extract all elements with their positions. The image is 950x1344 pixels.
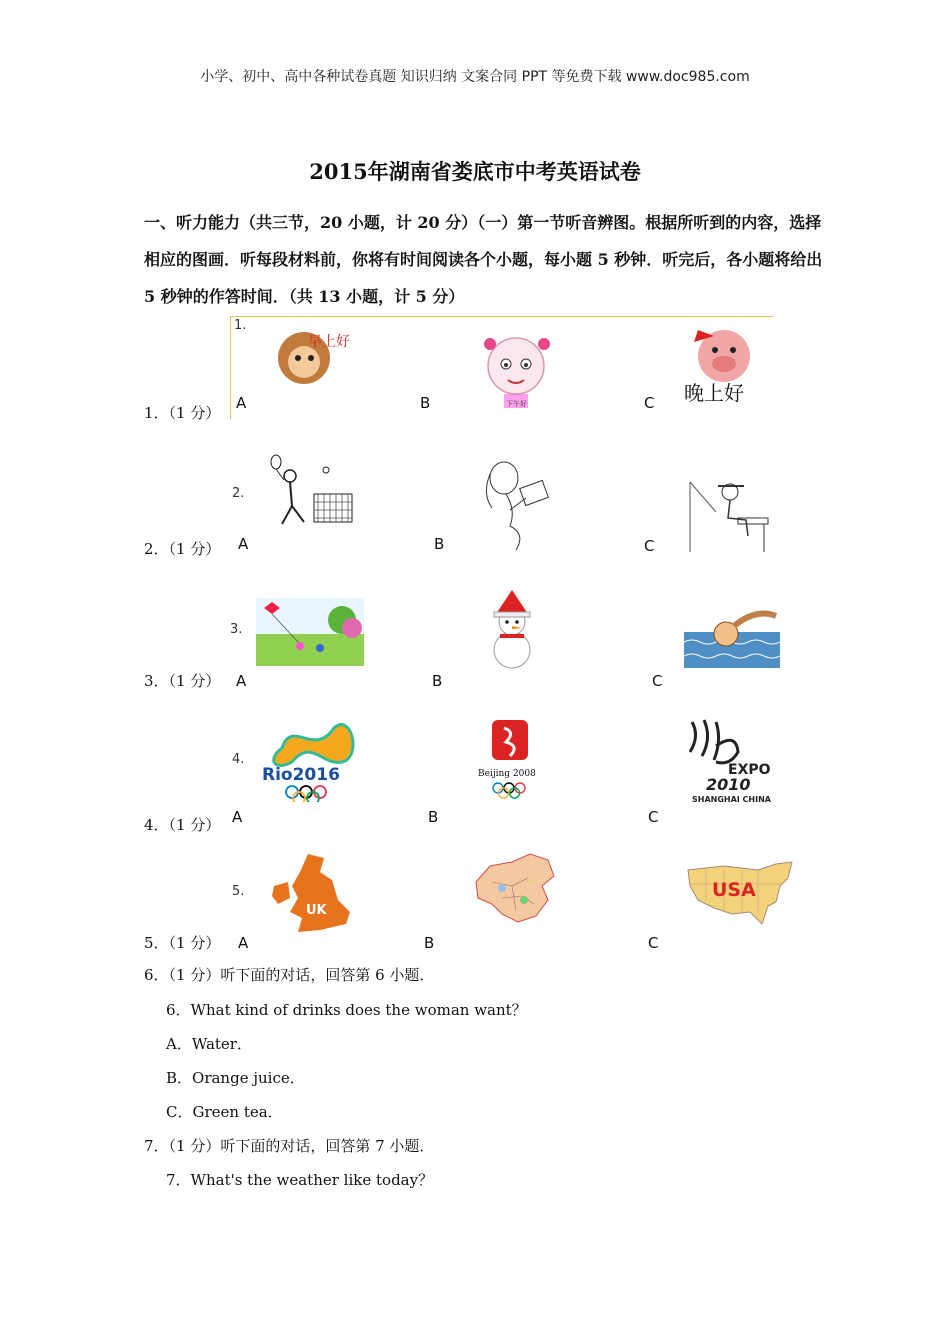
beijing-2008-text: Beijing 2008: [478, 769, 536, 779]
page-header: 小学、初中、高中各种试卷真题 知识归纳 文案合同 PPT 等免费下载 www.doc985.com: [200, 69, 750, 85]
rio-2016-text: Rio2016: [262, 765, 340, 785]
q5-option-a[interactable]: A: [238, 934, 249, 952]
girl-reading-image: [476, 454, 562, 554]
q4-number: 4.: [232, 752, 245, 767]
uk-text: UK: [306, 903, 327, 918]
q6-choice-c[interactable]: C．Green tea．: [166, 1103, 283, 1121]
q2-label: 2．（1 分）: [144, 540, 221, 558]
uk-map-image: [268, 852, 358, 934]
q4-option-c[interactable]: C: [648, 808, 659, 826]
pig-good-evening-image: [684, 322, 762, 408]
q4-option-b[interactable]: B: [428, 808, 439, 826]
q6-question: 6．What kind of drinks does the woman want？: [166, 1001, 527, 1019]
q2-option-c[interactable]: C: [644, 537, 655, 555]
good-evening-text: 晚上好: [684, 381, 744, 405]
good-afternoon-text: 下午好: [506, 400, 527, 408]
sheep-good-afternoon-image: [472, 332, 564, 414]
beijing-2008-logo-image: [476, 718, 546, 802]
q3-option-b[interactable]: B: [432, 672, 443, 690]
kite-flying-spring-image: [256, 598, 364, 666]
good-morning-text: 早上好: [308, 334, 350, 350]
page-title: 2015年湖南省娄底市中考英语试卷: [309, 159, 641, 184]
rio-2016-logo-image: [262, 718, 368, 802]
q5-option-c[interactable]: C: [648, 934, 659, 952]
q1-label: 1．（1 分）: [144, 404, 221, 422]
q1-number: 1.: [234, 318, 247, 333]
usa-map-image: [684, 856, 796, 932]
q5-label: 5．（1 分）: [144, 934, 221, 952]
q4-label: 4．（1 分）: [144, 816, 221, 834]
badminton-player-image: [266, 454, 360, 534]
q7-question: 7．What's the weather like today？: [166, 1171, 434, 1189]
q3-label: 3．（1 分）: [144, 672, 221, 690]
expo-text: EXPO: [728, 762, 771, 778]
q4-option-a[interactable]: A: [232, 808, 243, 826]
section-instructions: 一、听力能力（共三节，20 小题，计 20 分）（一）第一节听音辨图。根据所听到的内容，选择相应的图画．听每段材料前，你将有时间阅读各个小题，每小题 5 秒钟．听完后，各小题将给出 5 秒钟的作答时间．（共 13 小题，计 5 分）: [144, 213, 823, 306]
q3-option-c[interactable]: C: [652, 672, 663, 690]
q2-number: 2.: [232, 486, 245, 501]
q2-option-b[interactable]: B: [434, 535, 445, 553]
q3-option-a[interactable]: A: [236, 672, 247, 690]
expo-2010-text: 2010: [706, 775, 751, 794]
monkey-good-morning-image: [270, 322, 360, 384]
shanghai-china-text: SHANGHAI CHINA: [692, 795, 771, 804]
q5-number: 5.: [232, 884, 245, 899]
q6-intro: 6．（1 分）听下面的对话，回答第 6 小题．: [144, 966, 435, 984]
q1-option-a[interactable]: A: [236, 394, 247, 412]
q5-option-b[interactable]: B: [424, 934, 435, 952]
q1-option-b[interactable]: B: [420, 394, 431, 412]
q3-number: 3.: [230, 622, 243, 637]
q6-choice-a[interactable]: A．Water．: [166, 1035, 252, 1053]
swimming-image: [684, 602, 780, 668]
q2-option-a[interactable]: A: [238, 535, 249, 553]
q6-choice-b[interactable]: B．Orange juice．: [166, 1069, 305, 1087]
expo-2010-shanghai-logo-image: [686, 716, 778, 808]
q1-option-c[interactable]: C: [644, 394, 655, 412]
boy-fishing-image: [686, 474, 772, 554]
snowman-image: [474, 588, 554, 672]
china-map-image: [472, 852, 558, 926]
usa-text: USA: [712, 879, 756, 901]
q7-intro: 7．（1 分）听下面的对话，回答第 7 小题．: [144, 1137, 435, 1155]
